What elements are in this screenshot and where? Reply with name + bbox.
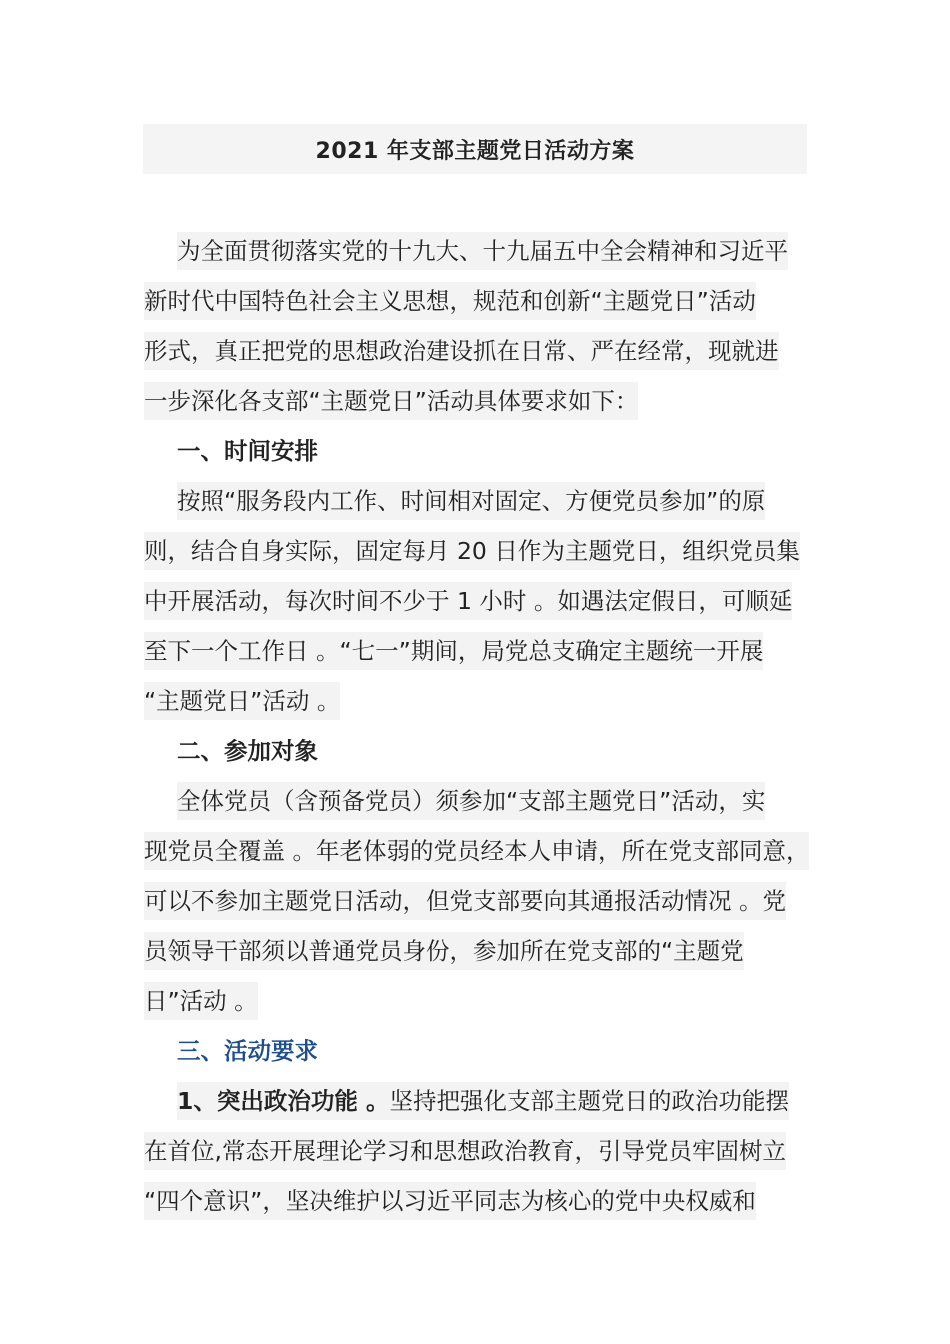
section3-text: “四个意识”，坚决维护以习近平同志为核心的党中央权威和 <box>144 1182 756 1220</box>
intro-text: 为全面贯彻落实党的十九大、十九届五中全会精神和习近平 <box>177 232 788 270</box>
section-heading: 三、活动要求 <box>177 1037 318 1065</box>
section1-line <box>144 676 808 726</box>
document-body <box>144 226 808 1226</box>
section3-line <box>144 1076 808 1126</box>
title-banner <box>143 124 807 174</box>
section-heading: 二、参加对象 <box>177 737 318 765</box>
intro-line <box>144 276 808 326</box>
section2-line <box>144 876 808 926</box>
section1-line <box>144 626 808 676</box>
section-heading: 一、时间安排 <box>177 437 318 465</box>
section3-line <box>144 1126 808 1176</box>
section1-text: 中开展活动，每次时间不少于 1 小时 。如遇法定假日，可顺延 <box>144 582 792 620</box>
document-title: 2021 年支部主题党日活动方案 <box>315 138 635 164</box>
intro-line <box>144 226 808 276</box>
intro-line <box>144 326 808 376</box>
section2-text: 全体党员（含预备党员）须参加“支部主题党日”活动，实 <box>177 782 765 820</box>
item-label: 1、突出政治功能 。 <box>177 1087 390 1115</box>
section1-text: 则，结合自身实际，固定每月 20 日作为主题党日，组织党员集 <box>144 532 800 570</box>
section1-text: 按照“服务段内工作、时间相对固定、方便党员参加”的原 <box>177 482 765 520</box>
section1-line <box>144 576 808 626</box>
section2-text: 日”活动 。 <box>144 982 258 1020</box>
intro-line <box>144 376 808 426</box>
section2-line <box>144 826 808 876</box>
section1-text: “主题党日”活动 。 <box>144 682 340 720</box>
section3-text: 在首位,常态开展理论学习和思想政治教育，引导党员牢固树立 <box>144 1132 786 1170</box>
section2-text: 员领导干部须以普通党员身份，参加所在党支部的“主题党 <box>144 932 744 970</box>
section1-line <box>144 476 808 526</box>
intro-text: 形式，真正把党的思想政治建设抓在日常、严在经常，现就进 <box>144 332 779 370</box>
section2-text: 现党员全覆盖 。年老体弱的党员经本人申请，所在党支部同意， <box>144 832 809 870</box>
section1-text: 至下一个工作日 。“七一”期间，局党总支确定主题统一开展 <box>144 632 763 670</box>
section2-line <box>144 776 808 826</box>
section2-text: 可以不参加主题党日活动，但党支部要向其通报活动情况 。党 <box>144 882 786 920</box>
section2-line <box>144 976 808 1026</box>
intro-text: 一步深化各支部“主题党日”活动具体要求如下： <box>144 382 638 420</box>
section3-line <box>144 1176 808 1226</box>
section3-text: 坚持把强化支部主题党日的政治功能摆 <box>389 1087 790 1115</box>
section1-line <box>144 526 808 576</box>
intro-text: 新时代中国特色社会主义思想，规范和创新“主题党日”活动 <box>144 282 756 320</box>
section2-line <box>144 926 808 976</box>
